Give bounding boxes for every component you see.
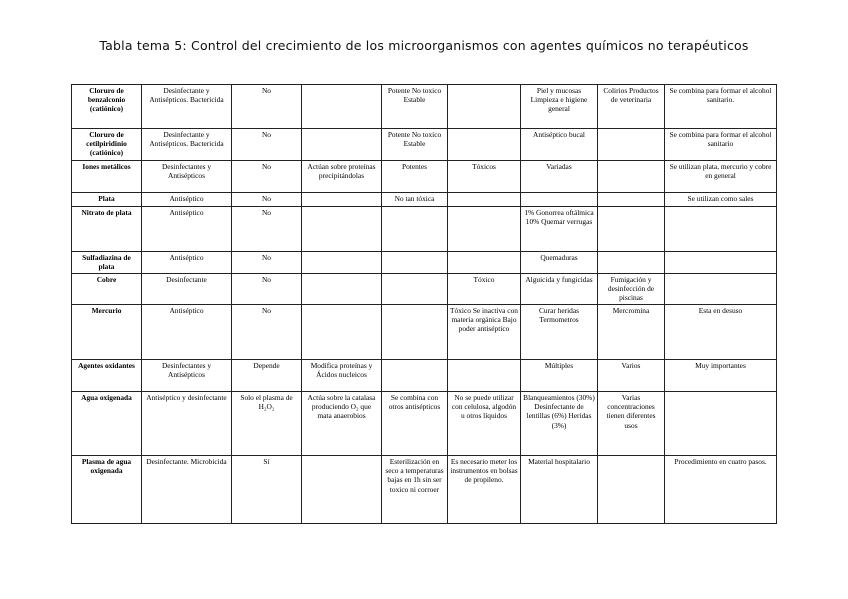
other-uses-cell: Mercromina bbox=[598, 305, 665, 360]
advantages-cell bbox=[382, 252, 448, 274]
sterilant-cell: No bbox=[232, 252, 302, 274]
sterilant-cell: Solo el plasma de H₂O₂ bbox=[232, 392, 302, 456]
mechanism-cell bbox=[302, 305, 382, 360]
disadvantages-cell bbox=[448, 85, 521, 129]
uses-cell: Antiséptico bucal bbox=[521, 129, 598, 161]
sterilant-cell: No bbox=[232, 274, 302, 305]
mechanism-cell bbox=[302, 207, 382, 252]
table-row bbox=[72, 85, 777, 129]
other-uses-cell: Varios bbox=[598, 360, 665, 392]
disadvantages-cell: No se puede utilizar con celulosa, algodón u otros líquidos bbox=[448, 392, 521, 456]
type-cell: Desinfectante y Antisépticos. Bactericida bbox=[142, 85, 232, 129]
uses-cell: Alguicida y fungicidas bbox=[521, 274, 598, 305]
type-cell: Antiséptico y desinfectante bbox=[142, 392, 232, 456]
other-uses-cell bbox=[598, 456, 665, 524]
agent-name-cell: Agentes oxidantes bbox=[72, 360, 142, 392]
mechanism-cell bbox=[302, 129, 382, 161]
table-row bbox=[72, 252, 777, 274]
notes-cell: Se combina para formar el alcohol sanitario. bbox=[665, 85, 777, 129]
table-row bbox=[72, 193, 777, 207]
disadvantages-cell bbox=[448, 360, 521, 392]
advantages-cell bbox=[382, 274, 448, 305]
table-row bbox=[72, 274, 777, 305]
other-uses-cell bbox=[598, 161, 665, 193]
agents-table bbox=[71, 84, 777, 524]
agent-name-cell: Cloruro de cetilpiridinio (catiónico) bbox=[72, 129, 142, 161]
advantages-cell bbox=[382, 305, 448, 360]
mechanism-cell bbox=[302, 456, 382, 524]
other-uses-cell: Colirios Productos de veterinaria bbox=[598, 85, 665, 129]
other-uses-cell bbox=[598, 207, 665, 252]
notes-cell bbox=[665, 252, 777, 274]
agent-name-cell: Iones metálicos bbox=[72, 161, 142, 193]
sterilant-cell: No bbox=[232, 193, 302, 207]
agent-name-cell: Plata bbox=[72, 193, 142, 207]
table-row bbox=[72, 305, 777, 360]
disadvantages-cell bbox=[448, 193, 521, 207]
type-cell: Desinfectante y Antisépticos. Bactericida bbox=[142, 129, 232, 161]
mechanism-cell: Actúa sobre la catalasa produciendo O₂ que mata anaerobios bbox=[302, 392, 382, 456]
agent-name-cell: Agua oxigenada bbox=[72, 392, 142, 456]
table-row bbox=[72, 360, 777, 392]
notes-cell: Muy importantes bbox=[665, 360, 777, 392]
sterilant-cell: No bbox=[232, 207, 302, 252]
agent-name-cell: Cobre bbox=[72, 274, 142, 305]
mechanism-cell bbox=[302, 193, 382, 207]
type-cell: Desinfectantes y Antisépticos bbox=[142, 161, 232, 193]
uses-cell: Material hospitalario bbox=[521, 456, 598, 524]
other-uses-cell bbox=[598, 129, 665, 161]
advantages-cell bbox=[382, 207, 448, 252]
other-uses-cell bbox=[598, 252, 665, 274]
type-cell: Desinfectante. Microbicida bbox=[142, 456, 232, 524]
type-cell: Desinfectante bbox=[142, 274, 232, 305]
disadvantages-cell: Es necesario meter los instrumentos en bolsas de propileno. bbox=[448, 456, 521, 524]
advantages-cell: Esterilización en seco a temperaturas bajas en 1h sin ser toxico ni corroer bbox=[382, 456, 448, 524]
mechanism-cell bbox=[302, 85, 382, 129]
notes-cell: Se combina para formar el alcohol sanitario bbox=[665, 129, 777, 161]
type-cell: Desinfectantes y Antisépticos bbox=[142, 360, 232, 392]
notes-cell: Procedimiento en cuatro pasos. bbox=[665, 456, 777, 524]
disadvantages-cell bbox=[448, 252, 521, 274]
disadvantages-cell: Tóxicos bbox=[448, 161, 521, 193]
sterilant-cell: No bbox=[232, 161, 302, 193]
mechanism-cell bbox=[302, 252, 382, 274]
notes-cell: Esta en desuso bbox=[665, 305, 777, 360]
mechanism-cell bbox=[302, 274, 382, 305]
notes-cell: Se utilizan como sales bbox=[665, 193, 777, 207]
advantages-cell: Se combina con otros antisépticos bbox=[382, 392, 448, 456]
advantages-cell: Potente No toxico Estable bbox=[382, 129, 448, 161]
agent-name-cell: Plasma de agua oxigenada bbox=[72, 456, 142, 524]
uses-cell: Curar heridas Termometros bbox=[521, 305, 598, 360]
agent-name-cell: Sulfadiazina de plata bbox=[72, 252, 142, 274]
sterilant-cell: No bbox=[232, 129, 302, 161]
other-uses-cell: Fumigación y desinfección de piscinas bbox=[598, 274, 665, 305]
agent-name-cell: Nitrato de plata bbox=[72, 207, 142, 252]
page-title: Tabla tema 5: Control del crecimiento de los microorganismos con agentes químicos no terapéuticos bbox=[99, 38, 749, 53]
other-uses-cell bbox=[598, 193, 665, 207]
disadvantages-cell: Tóxico Se inactiva con materia orgánica Bajo poder antiséptico bbox=[448, 305, 521, 360]
uses-cell: 1% Gonorrea oftálmica 10% Quemar verrugas bbox=[521, 207, 598, 252]
type-cell: Antiséptico bbox=[142, 252, 232, 274]
table-row bbox=[72, 161, 777, 193]
disadvantages-cell: Tóxico bbox=[448, 274, 521, 305]
type-cell: Antiséptico bbox=[142, 193, 232, 207]
mechanism-cell: Modifica proteínas y Ácidos nucleicos bbox=[302, 360, 382, 392]
type-cell: Antiséptico bbox=[142, 207, 232, 252]
sterilant-cell: Depende bbox=[232, 360, 302, 392]
notes-cell bbox=[665, 207, 777, 252]
other-uses-cell: Varias concentraciones tienen diferentes usos bbox=[598, 392, 665, 456]
notes-cell bbox=[665, 392, 777, 456]
table-row bbox=[72, 207, 777, 252]
table-row bbox=[72, 392, 777, 456]
uses-cell bbox=[521, 193, 598, 207]
table-row bbox=[72, 456, 777, 524]
uses-cell: Blanqueamientos (30%) Desinfectante de lentillas (6%) Heridas (3%) bbox=[521, 392, 598, 456]
notes-cell bbox=[665, 274, 777, 305]
uses-cell: Piel y mucosas Limpieza e higiene general bbox=[521, 85, 598, 129]
mechanism-cell: Actúan sobre proteínas precipitándolas bbox=[302, 161, 382, 193]
advantages-cell: Potentes bbox=[382, 161, 448, 193]
sterilant-cell: No bbox=[232, 85, 302, 129]
disadvantages-cell bbox=[448, 129, 521, 161]
table-row bbox=[72, 129, 777, 161]
advantages-cell bbox=[382, 360, 448, 392]
notes-cell: Se utilizan plata, mercurio y cobre en general bbox=[665, 161, 777, 193]
advantages-cell: Potente No toxico Estable bbox=[382, 85, 448, 129]
disadvantages-cell bbox=[448, 207, 521, 252]
sterilant-cell: No bbox=[232, 305, 302, 360]
type-cell: Antiséptico bbox=[142, 305, 232, 360]
uses-cell: Quemaduras bbox=[521, 252, 598, 274]
agent-name-cell: Cloruro de benzalconio (catiónico) bbox=[72, 85, 142, 129]
uses-cell: Múltiples bbox=[521, 360, 598, 392]
advantages-cell: No tan tóxica bbox=[382, 193, 448, 207]
agent-name-cell: Mercurio bbox=[72, 305, 142, 360]
uses-cell: Variadas bbox=[521, 161, 598, 193]
sterilant-cell: Sí bbox=[232, 456, 302, 524]
